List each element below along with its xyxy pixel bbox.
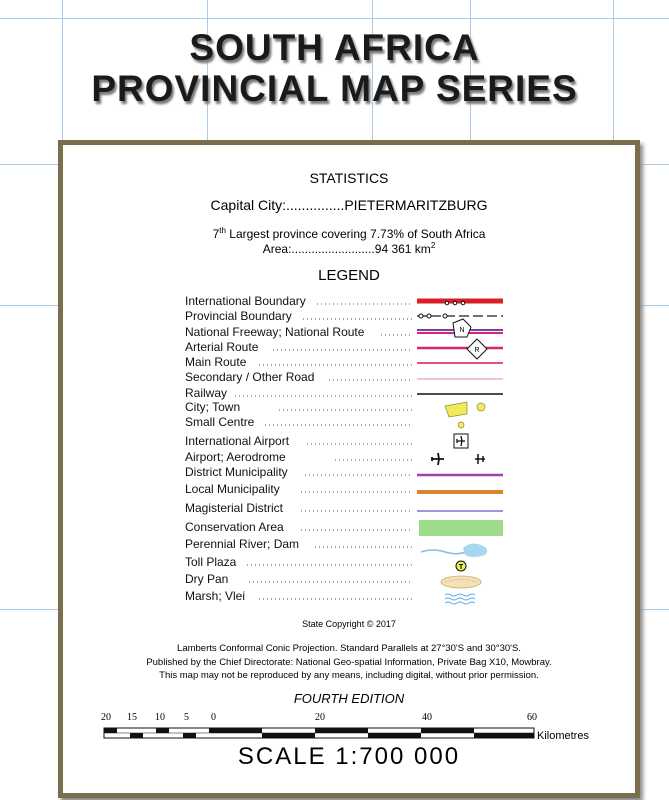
route-letter: R xyxy=(474,347,480,354)
scale-tick-label: 40 xyxy=(422,712,432,723)
provincial-boundary-symbol xyxy=(417,314,503,318)
area-text: Area:.........................94 361 km xyxy=(262,242,431,256)
copyright-notice: State Copyright © 2017 xyxy=(302,619,396,629)
legend-label-national-freeway: National Freeway; National Route xyxy=(185,325,365,339)
legend-label-local-municipality: Local Municipality xyxy=(185,482,280,496)
map-series-title-line2: PROVINCIAL MAP SERIES xyxy=(91,68,578,109)
legend-label-secondary-road: Secondary / Other Road xyxy=(185,370,315,384)
legend-label-international-airport: International Airport xyxy=(185,434,290,448)
legend-label-main-route: Main Route xyxy=(185,355,247,369)
statistics-heading: STATISTICS xyxy=(309,170,389,186)
legend-label-provincial-boundary: Provincial Boundary xyxy=(185,309,292,323)
toll-letter: T xyxy=(458,564,464,571)
legend-label-perennial-river: Perennial River; Dam xyxy=(185,537,300,551)
publisher-note: Published by the Chief Directorate: National Geo-spatial Information, Private Bag X10, Mowbray. xyxy=(146,657,552,668)
scale-bar xyxy=(103,725,537,741)
legend-label-international-boundary: International Boundary xyxy=(185,294,306,308)
legend-label-city-town: City; Town xyxy=(185,400,241,414)
national-route-letter: N xyxy=(459,327,465,334)
legend-heading: LEGEND xyxy=(318,267,380,284)
scale-tick-label: 20 xyxy=(101,712,111,723)
legend-label-airport-aerodrome: Airport; Aerodrome xyxy=(185,450,286,464)
international-airport-symbol xyxy=(454,434,468,448)
map-series-title-line1: SOUTH AFRICA xyxy=(189,27,480,68)
grid-line xyxy=(0,18,669,19)
national-freeway-symbol xyxy=(417,319,503,337)
scale-ratio: SCALE 1:700 000 xyxy=(237,743,461,770)
arterial-route-symbol xyxy=(417,339,503,359)
legend-label-magisterial-district: Magisterial District xyxy=(185,501,284,515)
reproduction-note: This map may not be reproduced by any means, including digital, without prior permission. xyxy=(159,670,539,681)
area-unit-power: 2 xyxy=(430,241,436,250)
city-town-symbol xyxy=(445,402,485,417)
toll-plaza-symbol xyxy=(456,561,466,571)
legend-label-arterial-route: Arterial Route xyxy=(185,340,259,354)
scale-tick-label: 10 xyxy=(155,712,165,723)
scale-tick-label: 60 xyxy=(527,712,537,723)
perennial-river-dam-symbol xyxy=(421,544,487,557)
scale-tick-label: 5 xyxy=(184,712,189,723)
legend-panel xyxy=(58,140,640,798)
edition-label: FOURTH EDITION xyxy=(293,691,405,706)
airport-aerodrome-symbol xyxy=(432,453,485,465)
scale-unit: Kilometres xyxy=(537,730,589,742)
scale-tick-label: 15 xyxy=(127,712,137,723)
rank-suffix: th xyxy=(219,226,226,235)
legend-label-marsh-vlei: Marsh; Vlei xyxy=(185,589,246,603)
dry-pan-symbol xyxy=(441,576,481,588)
scale-tick-label: 20 xyxy=(315,712,325,723)
legend-label-dry-pan: Dry Pan xyxy=(185,572,229,586)
rank-text: Largest province covering 7.73% of South Africa xyxy=(225,227,486,241)
legend-label-conservation-area: Conservation Area xyxy=(185,520,284,534)
small-centre-symbol xyxy=(458,422,464,428)
legend-symbols xyxy=(415,293,507,613)
international-boundary-symbol xyxy=(417,301,503,305)
legend-label-district-municipality: District Municipality xyxy=(185,465,288,479)
projection-note: Lamberts Conformal Conic Projection. Standard Parallels at 27°30'S and 30°30'S. xyxy=(177,643,521,654)
legend-label-railway: Railway xyxy=(185,386,228,400)
legend-label-small-centre: Small Centre xyxy=(185,415,255,429)
capital-city: Capital City:...............PIETERMARITZBURG xyxy=(210,197,488,213)
legend-label-toll-plaza: Toll Plaza xyxy=(185,555,237,569)
conservation-area-symbol xyxy=(419,520,503,536)
scale-tick-label: 0 xyxy=(211,712,216,723)
rank-number: 7 xyxy=(212,227,220,241)
marsh-vlei-symbol xyxy=(445,594,475,604)
